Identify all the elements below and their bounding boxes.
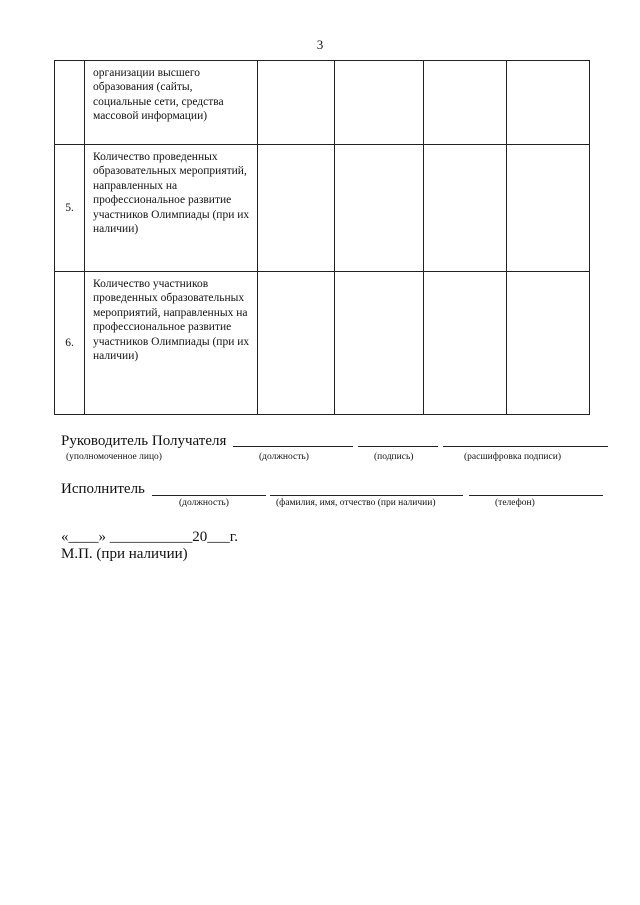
row-number: 5. [55,145,85,272]
date-line[interactable]: «____» ___________20___г. [61,529,238,545]
executor-phone-caption: (телефон) [495,498,535,508]
table-cell [335,145,424,272]
executor-position-caption: (должность) [179,498,229,508]
table-row [55,145,590,272]
table-cell [507,61,590,145]
table-cell [507,272,590,415]
indicator-table [54,60,590,415]
table-cell [335,272,424,415]
executor-phone-line[interactable] [469,495,603,496]
row-description: организации высшего образования (сайты, социальные сети, средства массовой информации) [85,61,258,145]
signature-caption: (подпись) [374,452,414,462]
table-row [55,61,590,145]
table-cell [258,61,335,145]
table-cell [424,272,507,415]
table-cell [424,61,507,145]
row-number [55,61,85,145]
table-row [55,272,590,415]
row-description: Количество проведенных образовательных мероприятий, направленных на профессиональное развитие участников Олимпиады (при их наличии) [85,145,258,272]
row-description: Количество участников проведенных образовательных мероприятий, направленных на профессиональное развитие участников Олимпиады (при их наличии) [85,272,258,415]
position-line[interactable] [233,446,353,447]
decoding-caption: (расшифровка подписи) [464,452,561,462]
stamp-note: М.П. (при наличии) [61,546,188,562]
head-label: Руководитель Получателя [61,433,227,449]
decoding-line[interactable] [443,446,608,447]
table-cell [258,272,335,415]
row-number: 6. [55,272,85,415]
executor-fio-caption: (фамилия, имя, отчество (при наличии) [276,498,436,508]
page-number: 3 [316,37,324,52]
table-cell [335,61,424,145]
authorized-caption: (уполномоченное лицо) [66,452,162,462]
signature-line[interactable] [358,446,438,447]
table-cell [424,145,507,272]
executor-fio-line[interactable] [270,495,463,496]
table-cell [258,145,335,272]
executor-position-line[interactable] [152,495,266,496]
executor-label: Исполнитель [61,481,145,497]
table-cell [507,145,590,272]
position-caption: (должность) [259,452,309,462]
